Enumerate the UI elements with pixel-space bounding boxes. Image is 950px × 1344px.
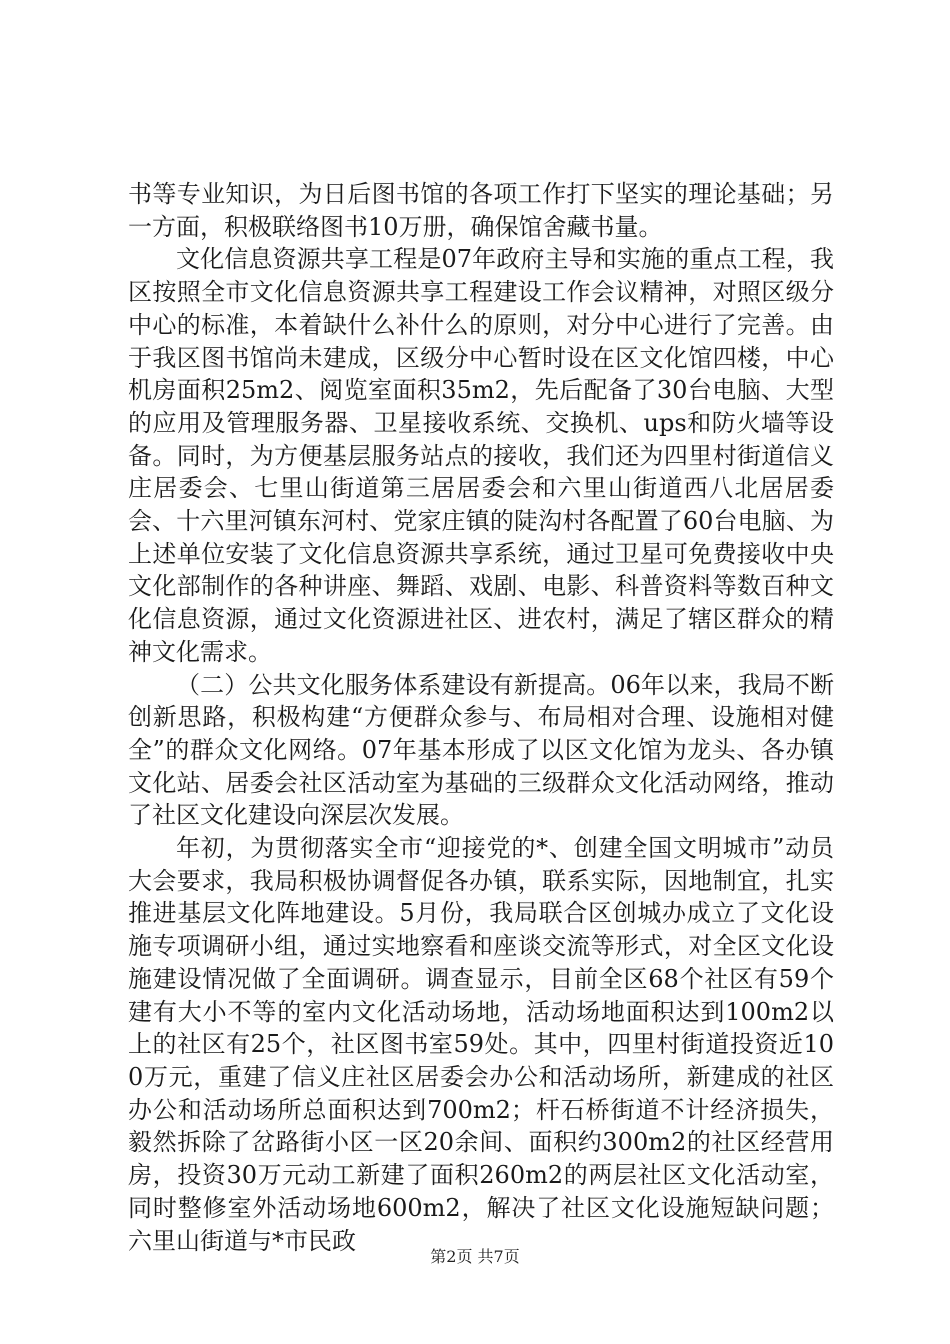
paragraph-continuation: 书等专业知识，为日后图书馆的各项工作打下坚实的理论基础；另一方面，积极联络图书10万册，确保馆舍藏书量。 — [128, 180, 834, 241]
document-body — [128, 178, 834, 1257]
paragraph-public-service-system: （二）公共文化服务体系建设有新提高。06年以来，我局不断创新思路，积极构建“方便群众参与、布局相对合理、设施相对健全”的群众文化网络。07年基本形成了以区文化馆为龙头、各办镇文化站、居委会社区活动室为基础的三级群众文化活动网络，推动了社区文化建设向深层次发展。 — [128, 670, 834, 830]
page-number-footer: 第2页 共7页 — [430, 1247, 520, 1266]
paragraph-community-facilities: 年初，为贯彻落实全市“迎接党的*、创建全国文明城市”动员大会要求，我局积极协调督促各办镇，联系实际，因地制宜，扎实推进基层文化阵地建设。5月份，我局联合区创城办成立了文化设施专项调研小组，通过实地察看和座谈交流等形式，对全区文化设施建设情况做了全面调研。调查显示，目前全区68个社区有59个建有大小不等的室内文化活动场地，活动场地面积达到100m2以上的社区有25个，社区图书室59处。其中，四里村街道投资近100万元，重建了信义庄社区居委会办公和活动场所，新建成的社区办公和活动场所总面积达到700m2；杆石桥街道不计经济损失，毅然拆除了岔路街小区一区20余间、面积约300m2的社区经营用房，投资30万元动工新建了面积260m2的两层社区文化活动室，同时整修室外活动场地600m2，解决了社区文化设施短缺问题；六里山街道与*市民政 — [128, 834, 834, 1255]
paragraph-culture-info-sharing: 文化信息资源共享工程是07年政府主导和实施的重点工程，我区按照全市文化信息资源共享工程建设工作会议精神，对照区级分中心的标准，本着缺什么补什么的原则，对分中心进行了完善。由于我区图书馆尚未建成，区级分中心暂时设在区文化馆四楼，中心机房面积25m2、阅览室面积35m2，先后配备了30台电脑、大型的应用及管理服务器、卫星接收系统、交换机、ups和防火墙等设备。同时，为方便基层服务站点的接收，我们还为四里村街道信义庄居委会、七里山街道第三居居委会和六里山街道西八北居居委会、十六里河镇东河村、党家庄镇的陡沟村各配置了60台电脑、为上述单位安装了文化信息资源共享系统，通过卫星可免费接收中央文化部制作的各种讲座、舞蹈、戏剧、电影、科普资料等数百种文化信息资源，通过文化资源进社区、进农村，满足了辖区群众的精神文化需求。 — [128, 245, 834, 666]
